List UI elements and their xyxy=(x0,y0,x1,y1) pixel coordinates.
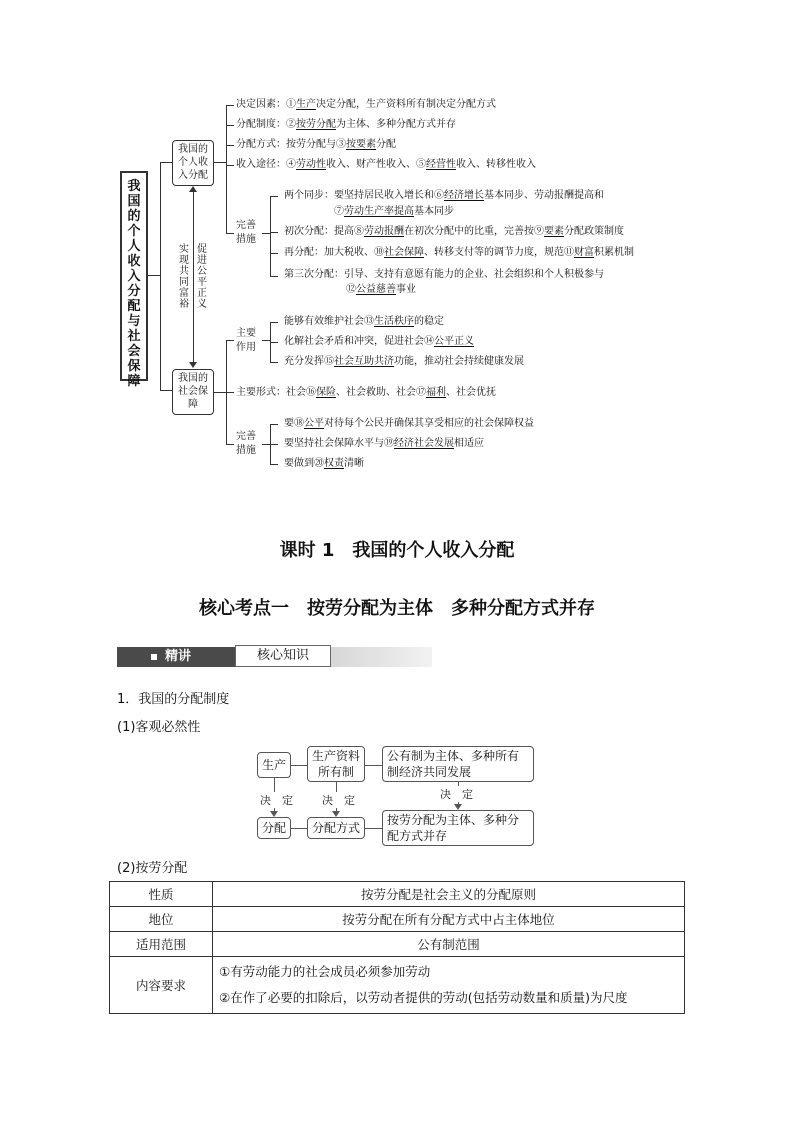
b2-improve-item-3: 要做到⑳权责清晰 xyxy=(284,458,364,469)
mindmap-root: 我国的个人收入分配与社会保障 xyxy=(120,171,148,381)
labor-distribution-table xyxy=(109,881,685,1014)
connector xyxy=(226,340,234,341)
section-heading: 1．我国的分配制度 xyxy=(117,692,230,707)
b1-improve-label: 完善措施 xyxy=(236,220,256,245)
connector xyxy=(214,162,226,163)
b1-improve-item-4b: ⑫公益慈善事业 xyxy=(346,284,416,295)
connector xyxy=(270,342,278,343)
table-key: 适用范围 xyxy=(110,932,213,957)
b2-role-item-1: 能够有效维护社会⑬生活秩序的稳定 xyxy=(284,316,444,327)
double-arrow-line xyxy=(193,190,194,366)
content-item: ①有劳动能力的社会成员必须参加劳动 xyxy=(219,964,431,979)
connector xyxy=(226,105,234,106)
arrow-down-icon xyxy=(454,804,462,810)
table-value: 按劳分配是社会主义的分配原则 xyxy=(213,882,685,907)
flow-connector xyxy=(291,828,307,829)
connector xyxy=(214,392,226,393)
table-key: 地位 xyxy=(110,907,213,932)
connector xyxy=(226,165,234,166)
flow-label-determine: 决 定 xyxy=(260,794,293,807)
connector xyxy=(270,424,278,425)
flow-connector xyxy=(365,765,382,766)
subsection-heading: (1)客观必然性 xyxy=(117,720,201,735)
connector xyxy=(226,145,234,146)
flow-label-determine: 决 定 xyxy=(322,794,355,807)
flow-label-determine: 决 定 xyxy=(440,788,473,801)
flow-node-system: 按劳分配为主体、多种分配方式并存 xyxy=(382,810,534,846)
vertical-label-common-prosperity: 实现共同富裕 xyxy=(179,244,189,310)
connector xyxy=(270,196,278,197)
core-title: 核心考点一 按劳分配为主体 多种分配方式并存 xyxy=(199,598,595,619)
connector xyxy=(270,196,271,276)
branch-income-distribution: 我国的个人收入分配 xyxy=(172,140,214,186)
b1-improve-item-3: 再分配：加大税收、⑩社会保障、转移支付等的调节力度，规范⑪财富积累机制 xyxy=(284,247,634,258)
content-item: ②在作了必要的扣除后，以劳动者提供的劳动(包括劳动数量和质量)为尺度 xyxy=(219,990,628,1005)
connector xyxy=(270,253,278,254)
connector xyxy=(270,276,278,277)
b2-role-item-3: 充分发挥⑮社会互助共济功能，推动社会持续健康发展 xyxy=(284,356,524,367)
arrow-down-icon xyxy=(270,811,278,817)
b2-improve-item-2: 要坚持社会保障水平与⑲经济社会发展相适应 xyxy=(284,438,484,449)
connector xyxy=(148,275,160,276)
b1-improve-item-1: 两个同步：要坚持居民收入增长和⑥经济增长基本同步、劳动报酬提高和 xyxy=(284,190,604,201)
b1-line-mode: 分配方式：按劳分配与③按要素分配 xyxy=(236,139,396,150)
lesson-title: 课时 1 我国的个人收入分配 xyxy=(279,540,515,561)
connector xyxy=(262,340,270,341)
b2-improve-item-1: 要⑱公平对待每个公民并确保其享受相应的社会保障权益 xyxy=(284,418,534,429)
connector xyxy=(262,444,270,445)
b1-improve-item-2: 初次分配：提高⑧劳动报酬在初次分配中的比重，完善按⑨要素分配政策制度 xyxy=(284,226,624,237)
b2-forms: 主要形式：社会⑯保险、社会救助、社会⑰福利、社会优抚 xyxy=(236,387,496,398)
table-value: 按劳分配在所有分配方式中占主体地位 xyxy=(213,907,685,932)
flow-node-distribution: 分配 xyxy=(257,817,291,839)
flow-node-production: 生产 xyxy=(257,752,291,778)
connector xyxy=(270,464,278,465)
connector xyxy=(270,322,278,323)
banner-right-label: 核心知识 xyxy=(235,645,331,667)
b1-improve-item-4: 第三次分配：引导、支持有意愿有能力的企业、社会组织和个人积极参与 xyxy=(284,269,604,280)
branch-social-security: 我国的社会保障 xyxy=(172,369,214,415)
table-row xyxy=(110,932,685,957)
b1-line-factor: 决定因素：①生产决定分配，生产资料所有制决定分配方式 xyxy=(236,99,496,110)
b1-improve-item-1b: ⑦劳动生产率提高基本同步 xyxy=(334,206,454,217)
connector xyxy=(270,232,278,233)
flow-node-ownership: 公有制为主体、多种所有制经济共同发展 xyxy=(382,746,534,782)
table-key: 性质 xyxy=(110,882,213,907)
flow-node-means: 生产资料所有制 xyxy=(307,746,365,782)
arrow-up-icon xyxy=(189,186,197,192)
square-bullet-icon xyxy=(151,654,157,660)
connector xyxy=(226,125,234,126)
flow-connector xyxy=(291,765,307,766)
connector xyxy=(160,162,172,163)
arrow-down-icon xyxy=(332,811,340,817)
vertical-label-fairness: 促进公平正义 xyxy=(197,244,207,310)
connector xyxy=(226,392,234,393)
connector xyxy=(160,162,161,390)
arrow-down-icon xyxy=(189,362,197,368)
connector xyxy=(160,390,172,391)
section-banner xyxy=(117,645,432,669)
table-row xyxy=(110,882,685,907)
b2-role-item-2: 化解社会矛盾和冲突，促进社会⑭公平正义 xyxy=(284,336,474,347)
table-key: 内容要求 xyxy=(110,957,213,1014)
connector xyxy=(226,233,234,234)
table-value: 公有制范围 xyxy=(213,932,685,957)
connector xyxy=(270,444,278,445)
b2-improve-label: 完善措施 xyxy=(236,431,256,456)
b2-role-label: 主要作用 xyxy=(236,328,256,353)
flow-node-mode: 分配方式 xyxy=(307,817,365,839)
subsection-heading-2: (2)按劳分配 xyxy=(117,861,188,876)
table-row xyxy=(110,957,685,1014)
flow-connector xyxy=(365,828,382,829)
b1-line-income-channels: 收入途径：④劳动性收入、财产性收入、⑤经营性收入、转移性收入 xyxy=(236,159,536,170)
table-row xyxy=(110,907,685,932)
connector xyxy=(262,233,270,234)
table-value-content xyxy=(213,957,685,1014)
connector xyxy=(270,362,278,363)
connector xyxy=(226,444,234,445)
b1-line-system: 分配制度：②按劳分配为主体、多种分配方式并存 xyxy=(236,119,456,130)
banner-left-label: 精讲 xyxy=(165,649,192,664)
